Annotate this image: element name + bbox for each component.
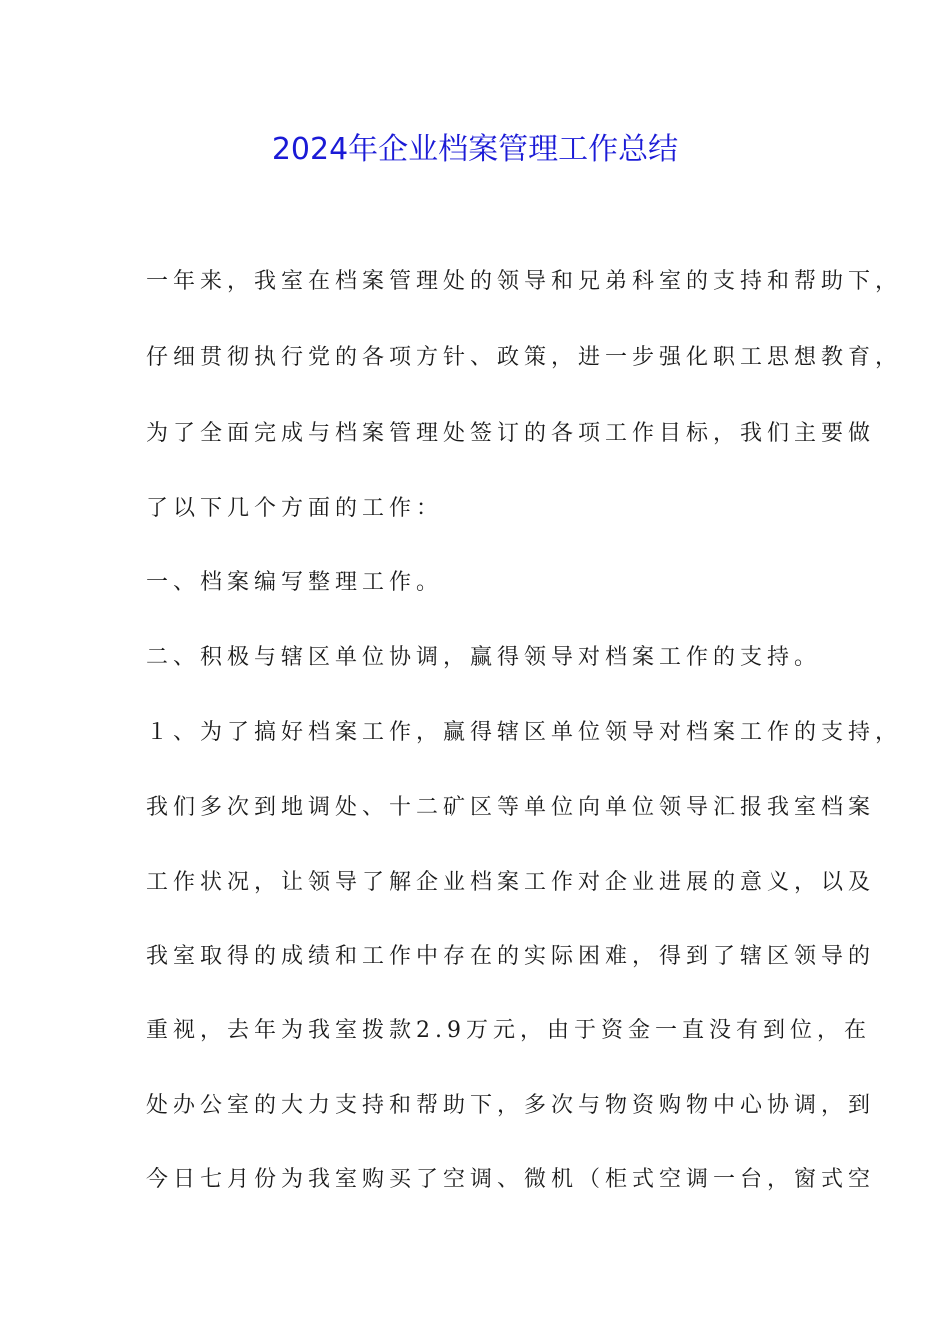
paragraph-line: 一年来，我室在档案管理处的领导和兄弟科室的支持和帮助下，: [146, 269, 903, 294]
paragraph-line: 工作状况，让领导了解企业档案工作对企业进展的意义，以及: [146, 870, 876, 895]
paragraph-line: 了以下几个方面的工作：: [146, 496, 444, 521]
paragraph-line: １、为了搞好档案工作，赢得辖区单位领导对档案工作的支持，: [146, 720, 903, 745]
section-heading-line: 一、档案编写整理工作。: [146, 570, 444, 595]
paragraph-line: 处办公室的大力支持和帮助下，多次与物资购物中心协调，到: [146, 1093, 876, 1118]
document-title: 2024年企业档案管理工作总结: [271, 132, 679, 167]
paragraph-line: 仔细贯彻执行党的各项方针、政策，进一步强化职工思想教育，: [146, 345, 903, 370]
section-heading-line: 二、积极与辖区单位协调，赢得领导对档案工作的支持。: [146, 645, 822, 670]
paragraph-line: 为了全面完成与档案管理处签订的各项工作目标，我们主要做: [146, 421, 876, 446]
paragraph-line: 我们多次到地调处、十二矿区等单位向单位领导汇报我室档案: [146, 795, 876, 820]
paragraph-line: 我室取得的成绩和工作中存在的实际困难，得到了辖区领导的: [146, 944, 876, 969]
paragraph-line: 今日七月份为我室购买了空调、微机（柜式空调一台，窗式空: [146, 1167, 876, 1192]
paragraph-line: 重视，去年为我室拨款2.9万元，由于资金一直没有到位，在: [146, 1018, 871, 1043]
